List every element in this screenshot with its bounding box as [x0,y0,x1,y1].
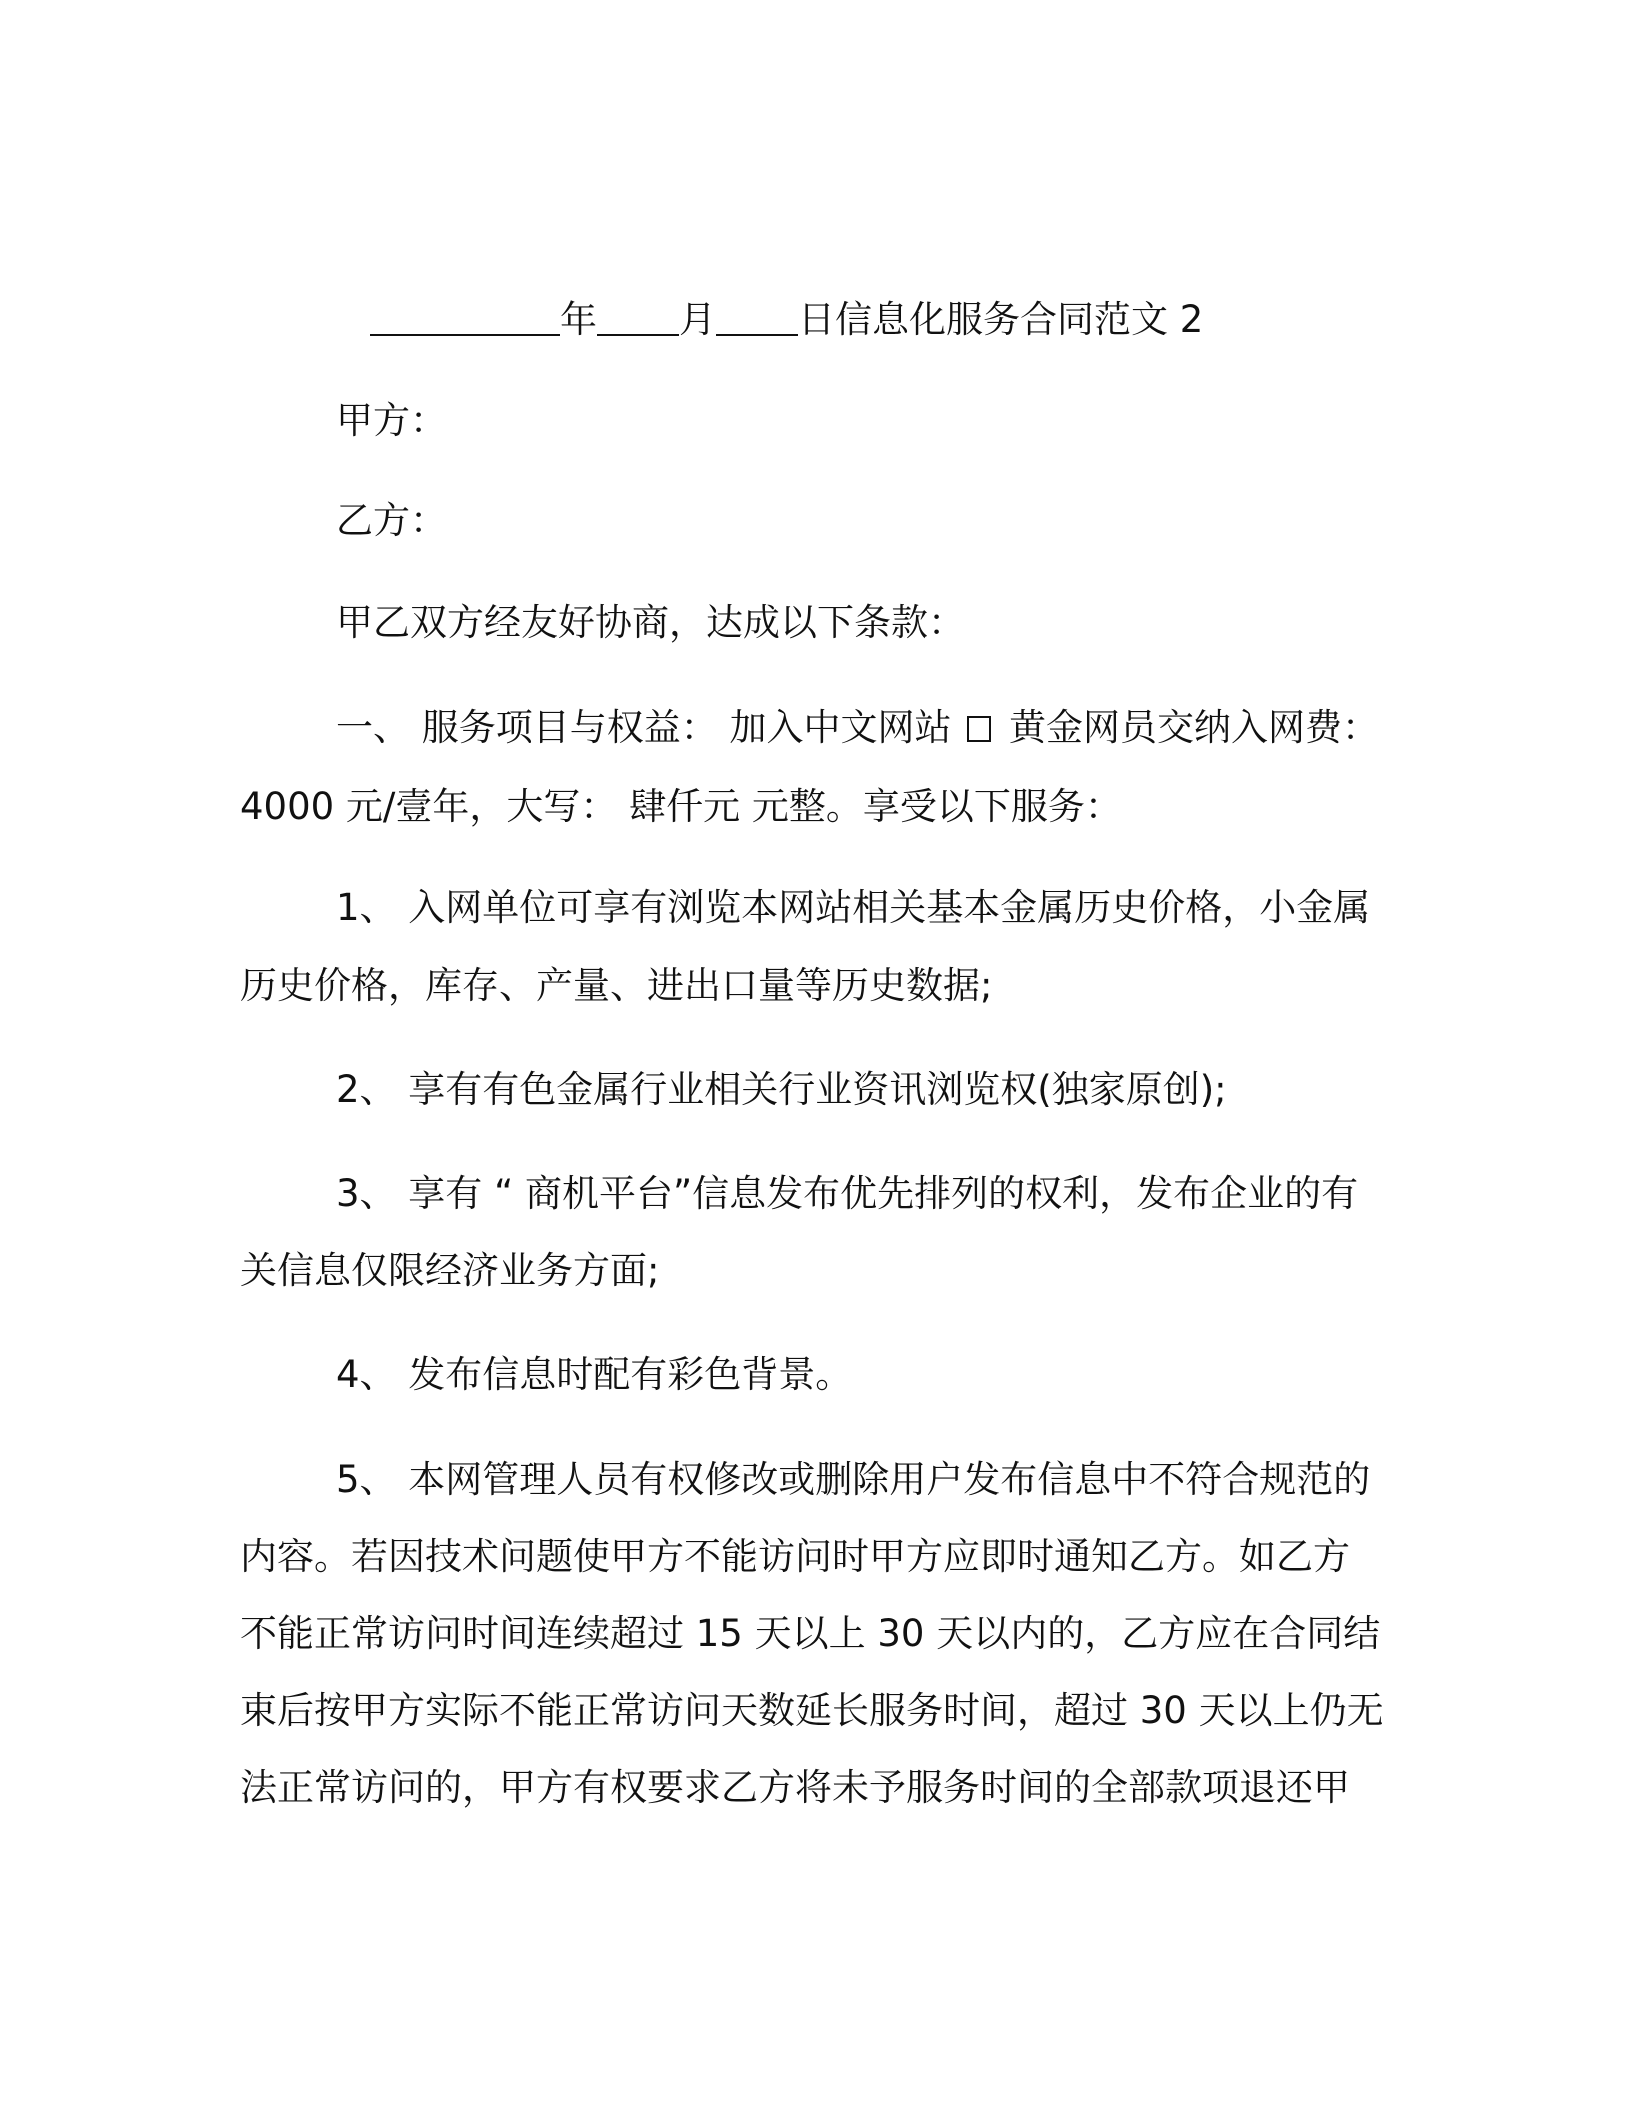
item4-line1: 4、 发布信息时配有彩色背景。 [336,1353,853,1396]
document-title [370,292,1370,348]
item3-line1: 3、 享有 “ 商机平台”信息发布优先排列的权利，发布企业的有 [336,1172,1359,1215]
item3-line2: 关信息仅限经济业务方面; [240,1249,660,1292]
party-a-label: 甲方： [336,399,447,442]
section1-text-before-box: 一、 服务项目与权益： 加入中文网站 [336,706,964,749]
month-blank [597,294,679,336]
item1-line2: 历史价格，库存、产量、进出口量等历史数据; [240,964,993,1007]
party-b-label: 乙方： [336,499,447,542]
title-month-suffix: 月 [679,298,716,341]
title-day-suffix: 日信息化服务合同范文 2 [798,298,1204,341]
item5-line5: 法正常访问的，甲方有权要求乙方将未予服务时间的全部款项退还甲 [240,1766,1350,1809]
section1-line2: 4000 元/壹年，大写： 肆仟元 元整。享受以下服务： [240,785,1122,828]
item1-line1: 1、 入网单位可享有浏览本网站相关基本金属历史价格，小金属 [336,886,1371,929]
item5-line4: 束后按甲方实际不能正常访问天数延长服务时间，超过 30 天以上仍无 [240,1689,1384,1732]
title-year-suffix: 年 [560,298,597,341]
intro-paragraph: 甲乙双方经友好协商，达成以下条款： [336,601,965,644]
item5-line2: 内容。若因技术问题使甲方不能访问时甲方应即时通知乙方。如乙方 [240,1535,1350,1578]
checkbox-icon [967,716,991,742]
section1-text-after-box: 黄金网员交纳入网费： [997,706,1380,749]
year-blank [370,294,560,336]
section1-line1 [336,700,1379,756]
item5-line1: 5、 本网管理人员有权修改或删除用户发布信息中不符合规范的 [336,1458,1371,1501]
item5-line3: 不能正常访问时间连续超过 15 天以上 30 天以内的，乙方应在合同结 [240,1612,1381,1655]
day-blank [716,294,798,336]
item2-line1: 2、 享有有色金属行业相关行业资讯浏览权(独家原创); [336,1068,1227,1111]
